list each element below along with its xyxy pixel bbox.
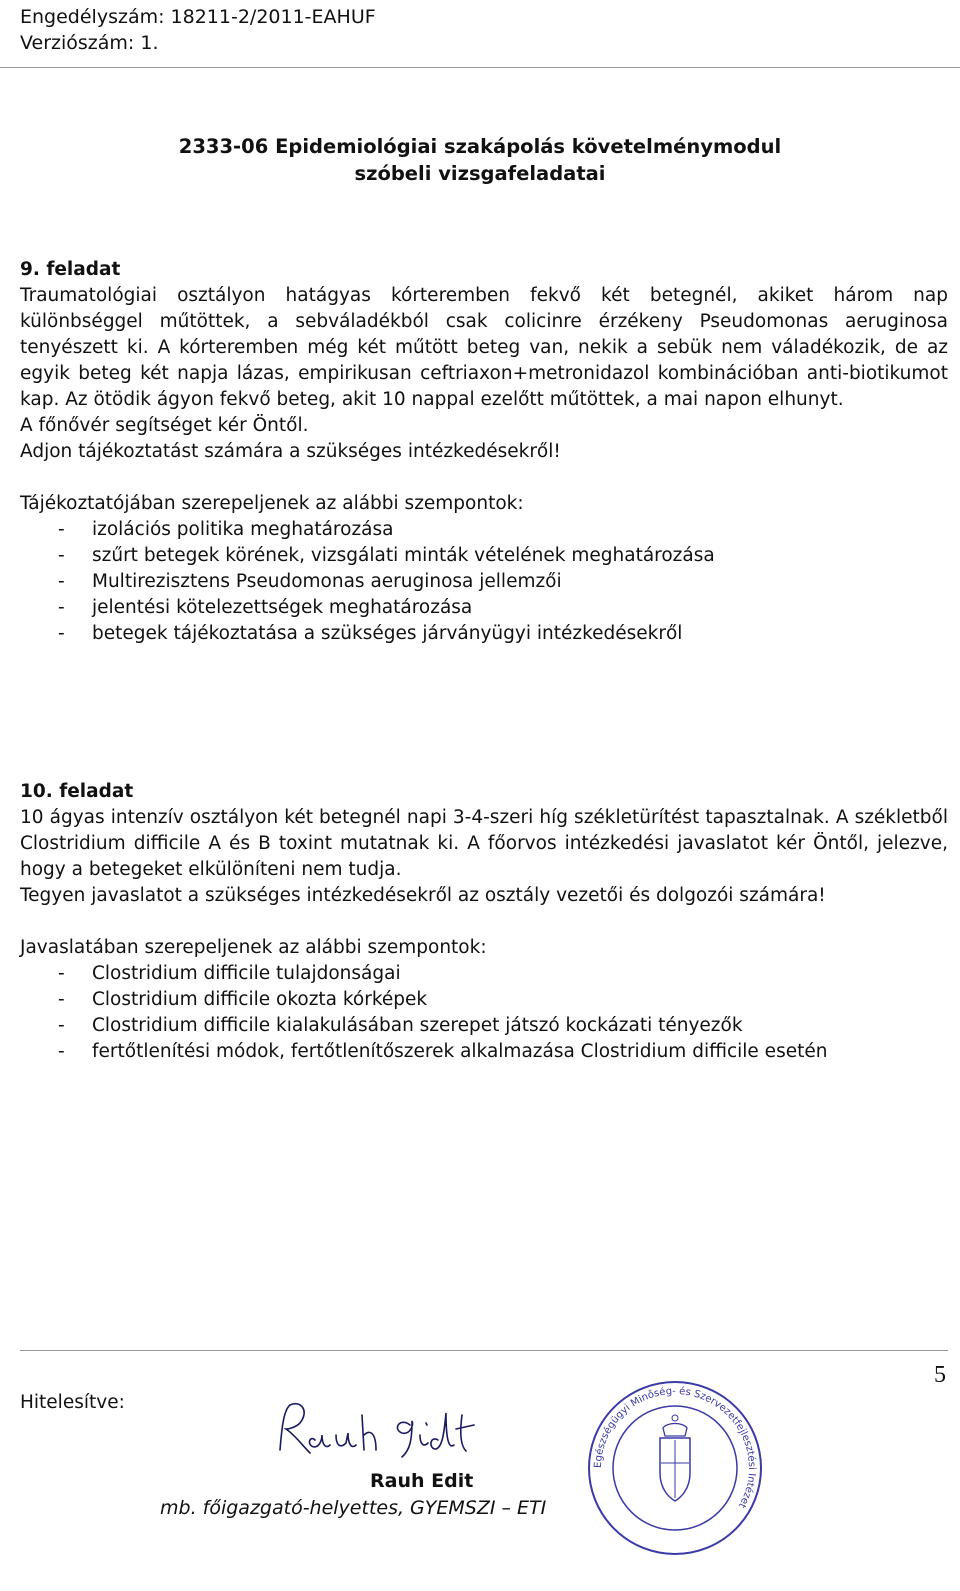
task-10-paragraph: 10 ágyas intenzív osztályon két betegnél napi 3-4-szeri híg székletürítést tapasztalnak. A székletből Clostridium difficile A és B toxint mutatnak ki. A főorvos intézkedési javaslatot kér Öntől, jelezve, hogy a betegeket elkülöníteni nem tudja. bbox=[20, 807, 948, 880]
task-10-section bbox=[20, 779, 948, 1065]
list-item: - szűrt betegek körének, vizsgálati minták vételének meghatározása bbox=[58, 545, 715, 566]
list-item: - Clostridium difficile kialakulásában szerepet játszó kockázati tényezők bbox=[58, 1015, 743, 1036]
version-number: Verziószám: 1. bbox=[20, 32, 159, 54]
header-divider bbox=[0, 67, 960, 68]
list-item: - jelentési kötelezettségek meghatározása bbox=[58, 597, 473, 618]
list-item: - izolációs politika meghatározása bbox=[58, 519, 394, 540]
certified-label: Hitelesítve: bbox=[20, 1392, 125, 1413]
task-9-paragraph: Traumatológiai osztályon hatágyas kórteremben fekvő két betegnél, akiket három nap különbséggel műtöttek, a sebváladékból csak colicinre érzékeny Pseudomonas aeruginosa tenyészett ki. A kórteremben még két műtött beteg van, nekik a sebük nem váladékozik, de az egyik beteg két napja lázas, empirikusan ceftriaxon+metronidazol kombinációban anti-biotikumot kap. Az ötödik ágyon fekvő beteg, akit 10 nappal ezelőtt műtöttek, a mai napon elhunyt. bbox=[20, 285, 948, 410]
task-10-heading: 10. feladat bbox=[20, 781, 134, 802]
handwritten-signature bbox=[270, 1395, 490, 1465]
document-header bbox=[20, 4, 376, 56]
signer-title: mb. főigazgató-helyettes, GYEMSZI – ETI bbox=[160, 1497, 547, 1519]
title-line-2: szóbeli vizsgafeladatai bbox=[354, 162, 606, 185]
svg-text:Egészségügyi Minőség- és Szerv: Egészségügyi Minőség- és Szervezetfejlesztési Intézet bbox=[592, 1385, 758, 1510]
task-9-section bbox=[20, 257, 948, 647]
task-9-points-intro: Tájékoztatójában szerepeljenek az alábbi szempontok: bbox=[20, 493, 524, 514]
list-item: - betegek tájékoztatása a szükséges járványügyi intézkedésekről bbox=[58, 623, 683, 644]
page-number: 5 bbox=[934, 1362, 946, 1388]
list-item: - Multirezisztens Pseudomonas aeruginosa jellemzői bbox=[58, 571, 562, 592]
page-title bbox=[0, 133, 960, 187]
task-10-points-list bbox=[20, 961, 948, 1065]
task-9-line-b: Adjon tájékoztatást számára a szükséges intézkedésekről! bbox=[20, 441, 561, 462]
signer-name: Rauh Edit bbox=[370, 1470, 474, 1492]
title-line-1: 2333-06 Epidemiológiai szakápolás követelménymodul bbox=[178, 135, 782, 158]
task-10-line-a: Tegyen javaslatot a szükséges intézkedésekről az osztály vezetői és dolgozói számára! bbox=[20, 885, 826, 906]
list-item: - fertőtlenítési módok, fertőtlenítőszerek alkalmazása Clostridium difficile esetén bbox=[58, 1041, 828, 1062]
task-9-heading: 9. feladat bbox=[20, 259, 121, 280]
task-10-points-intro: Javaslatában szerepeljenek az alábbi szempontok: bbox=[20, 937, 487, 958]
task-9-points-list bbox=[20, 517, 948, 647]
footer-divider bbox=[20, 1350, 948, 1351]
task-9-line-a: A főnővér segítséget kér Öntől. bbox=[20, 415, 309, 436]
license-number: Engedélyszám: 18211-2/2011-EAHUF bbox=[20, 6, 376, 28]
official-stamp bbox=[585, 1378, 765, 1558]
list-item: - Clostridium difficile okozta kórképek bbox=[58, 989, 428, 1010]
list-item: - Clostridium difficile tulajdonságai bbox=[58, 963, 401, 984]
